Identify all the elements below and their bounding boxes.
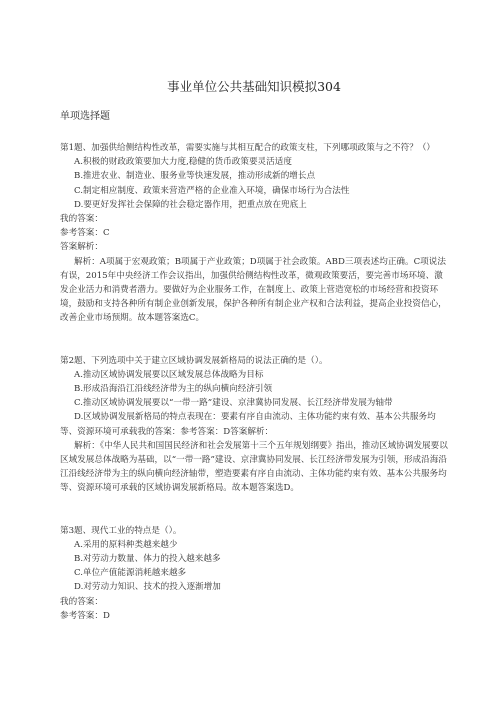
option-c: C.制定相应制度、政策来营造严格的企业准入环境，确保市场行为合法性 [74,185,350,196]
option-b: B.形成沿海沿江沿线经济带为主的纵向横向经济引领 [74,384,273,395]
answer-analysis: 解析：《中华人民共和国国民经济和社会发展第十三个五年规划纲要》指出，推动区域协调发展要以区域发展总体战略为基础，以“一带一路”建设、京津冀协同发展、长江经济带发展为引领，形成沿海沿江沿线经济带为主的纵向横向经济轴带，塑造要素有序自由流动、主体功能约束有效、基本公共服务均等、资源环境可承载的区域协调发展新格局。故本题答案选D。 [60,440,448,494]
my-answer-label: 我的答案： [60,596,103,607]
question-3 [60,524,448,623]
option-a: A.采用的原料种类越来越少 [74,539,178,550]
my-answer-label: 我的答案： [60,214,103,225]
reference-answer: 参考答案：C [60,228,110,239]
option-a: A.积极的财政政策要加大力度,稳健的货币政策要灵活适度 [74,157,292,168]
option-d: D.区域协调发展新格局的特点表现在：要素有序自由流动、主体功能约束有效、基本公共服务均等、资源环境可承载我的答案：参考答案：D答案解析： [60,412,436,437]
section-heading: 单项选择题 [60,111,110,122]
question-stem: 第3题、现代工业的特点是（）。 [60,525,182,536]
reference-answer: 参考答案：D [60,610,110,621]
option-c: C.单位产值能源消耗越来越多 [74,568,187,579]
option-d: D.对劳动力知识、技术的投入逐渐增加 [74,582,221,593]
option-b: B.对劳动力数量、体力的投入越来越多 [74,554,221,565]
option-d: D.要更好发挥社会保障的社会稳定器作用，把重点放在兜底上 [74,199,307,210]
question-2 [60,354,448,496]
option-a: A.推动区域协调发展要以区域发展总体战略为目标 [74,369,264,380]
page-title: 事业单位公共基础知识模拟304 [167,79,341,94]
option-b: B.推进农业、制造业、服务业等快速发展，推动形成新的增长点 [74,171,316,182]
question-stem: 第1题、加强供给侧结构性改革，需要实施与其相互配合的政策支柱，下列哪项政策与之不符？（） [60,143,436,153]
question-1 [60,141,448,326]
analysis-label: 答案解析： [60,242,103,253]
question-stem: 第2题、下列选项中关于建立区域协调发展新格局的说法正确的是（）。 [60,355,328,366]
answer-analysis: 解析：A项属于宏观政策；B项属于产业政策；D项属于社会政策。ABD三项表述均正确。C项说法有误，2015年中央经济工作会议指出，加强供给侧结构性改革，微观政策要活，要完善市场环境、激发企业活力和消费者潜力。要做好为企业服务工作，在制度上、政策上营造宽松的市场经营和投资环境，鼓励和支持各种所有制企业创新发展，保护各种所有制企业产权和合法利益，提高企业投资信心，改善企业市场预期。故本题答案选C。 [60,256,447,324]
option-c: C.推动区域协调发展要以“一带一路”建设、京津冀协同发展、长江经济带发展为轴带 [74,398,393,409]
